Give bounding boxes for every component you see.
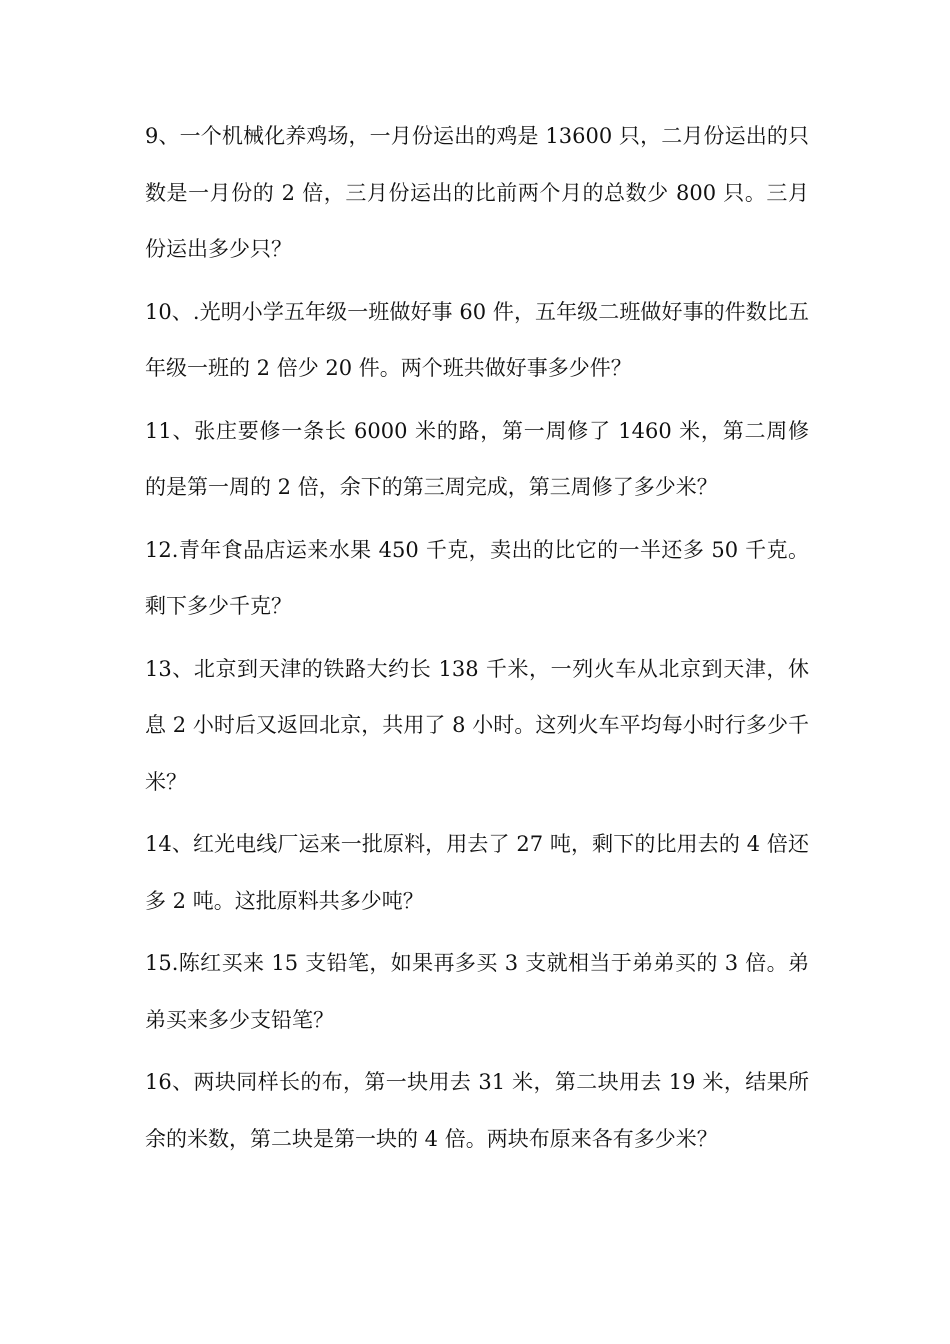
problem-12: 12.青年食品店运来水果 450 千克，卖出的比它的一半还多 50 千克。剩下多少千克？ bbox=[145, 537, 809, 618]
problem-16: 16、两块同样长的布，第一块用去 31 米，第二块用去 19 米，结果所余的米数，第二块是第一块的 4 倍。两块布原来各有多少米？ bbox=[145, 1070, 809, 1151]
problem-10: 10、.光明小学五年级一班做好事 60 件，五年级二班做好事的件数比五年级一班的 2 倍少 20 件。两个班共做好事多少件？ bbox=[145, 299, 809, 380]
problem-list bbox=[145, 108, 809, 1173]
problem-15: 15.陈红买来 15 支铅笔，如果再多买 3 支就相当于弟弟买的 3 倍。弟弟买来多少支铅笔？ bbox=[145, 951, 809, 1032]
problem-13: 13、北京到天津的铁路大约长 138 千米，一列火车从北京到天津，休息 2 小时后又返回北京，共用了 8 小时。这列火车平均每小时行多少千米？ bbox=[145, 656, 809, 794]
problem-11: 11、张庄要修一条长 6000 米的路，第一周修了 1460 米，第二周修的是第一周的 2 倍，余下的第三周完成，第三周修了多少米？ bbox=[145, 418, 809, 499]
problem-14: 14、红光电线厂运来一批原料，用去了 27 吨，剩下的比用去的 4 倍还多 2 吨。这批原料共多少吨？ bbox=[145, 832, 809, 913]
problem-9: 9、一个机械化养鸡场，一月份运出的鸡是 13600 只，二月份运出的只数是一月份的 2 倍，三月份运出的比前两个月的总数少 800 只。三月份运出多少只？ bbox=[145, 124, 809, 261]
